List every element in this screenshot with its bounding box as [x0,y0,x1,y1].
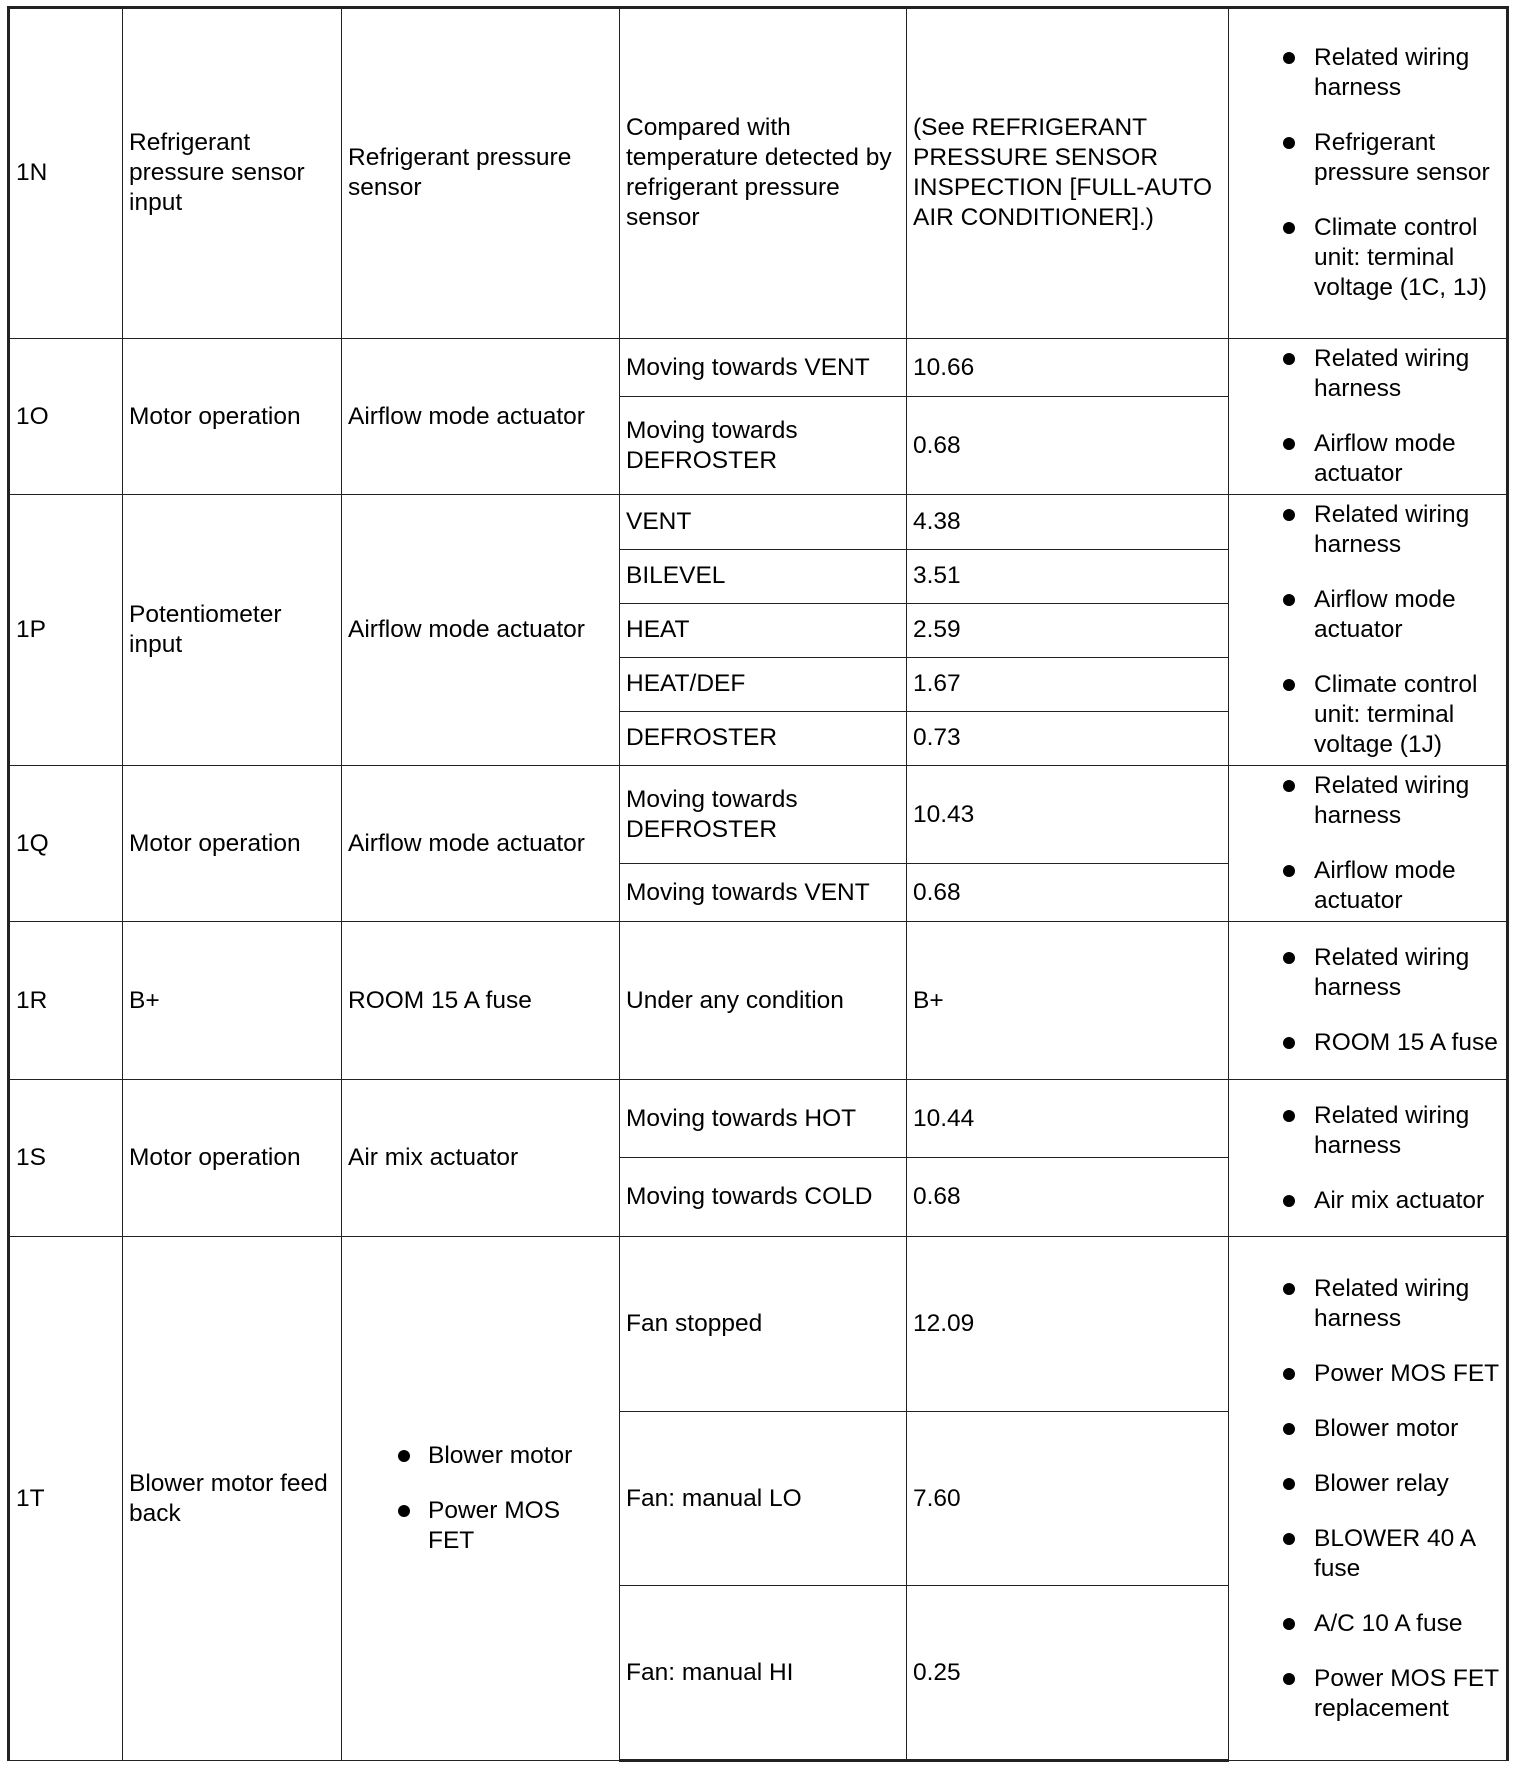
possible-cause-cell [1229,1079,1508,1236]
bullet-icon [1283,1195,1295,1207]
possible-cause-item-text: Related wiring harness [1314,501,1470,559]
possible-cause-item-text: Power MOS FET [1314,1359,1500,1387]
signal-cell: Blower motor feed back [123,1237,342,1761]
voltage-cell: 3.51 [907,549,1229,603]
terminal-cell: 1P [9,495,123,766]
bullet-icon [1283,137,1295,149]
possible-cause-item [1235,1524,1500,1584]
voltage-cell: 10.43 [907,766,1229,864]
bullet-icon [1283,1618,1295,1630]
bullet-icon [1283,865,1295,877]
condition-cell: VENT [620,495,907,549]
terminal-cell: 1S [9,1079,123,1236]
possible-cause-item [1235,1359,1500,1389]
possible-cause-item-text: Airflow mode actuator [1314,430,1456,488]
possible-cause-item [1235,1609,1500,1639]
connected-to-cell: Airflow mode actuator [342,495,620,766]
possible-cause-item-list [1235,1274,1500,1724]
possible-cause-item-text: Air mix actuator [1314,1186,1485,1214]
possible-cause-item-list [1235,500,1500,760]
possible-cause-item-text: Related wiring harness [1314,345,1470,403]
possible-cause-item-text: Climate control unit: terminal voltage (1C, 1J) [1314,214,1487,302]
voltage-cell: 0.73 [907,711,1229,765]
table-row [9,922,1508,1079]
table-row [9,8,1508,339]
possible-cause-item-text: Power MOS FET replacement [1314,1664,1499,1722]
possible-cause-item [1235,1414,1500,1444]
possible-cause-item-text: A/C 10 A fuse [1314,1609,1463,1637]
possible-cause-cell [1229,338,1508,494]
condition-cell: HEAT/DEF [620,657,907,711]
signal-cell: B+ [123,922,342,1079]
bullet-icon [1283,509,1295,521]
condition-cell: Fan stopped [620,1237,907,1411]
bullet-icon [1283,1673,1295,1685]
possible-cause-cell [1229,495,1508,766]
bullet-icon [1283,1478,1295,1490]
bullet-icon [398,1505,410,1517]
possible-cause-item-list [1235,1101,1500,1216]
voltage-cell: 0.68 [907,864,1229,922]
possible-cause-item-text: Climate control unit: terminal voltage (1J) [1314,671,1478,759]
condition-cell: DEFROSTER [620,711,907,765]
bullet-icon [1283,1283,1295,1295]
condition-cell: Moving towards VENT [620,864,907,922]
voltage-cell: 1.67 [907,657,1229,711]
voltage-cell: 10.44 [907,1079,1229,1157]
terminal-cell: 1T [9,1237,123,1761]
table-row [9,338,1508,396]
possible-cause-item [1235,1664,1500,1724]
possible-cause-item-list [1235,943,1500,1058]
possible-cause-item-text: Refrigerant pressure sensor [1314,129,1490,187]
possible-cause-item-list [1235,344,1500,489]
connected-to-cell [342,1237,620,1761]
bullet-icon [1283,438,1295,450]
voltage-cell: 0.25 [907,1586,1229,1761]
terminal-cell: 1N [9,8,123,339]
connected-to-item-text: Blower motor [428,1442,573,1470]
signal-cell: Motor operation [123,1079,342,1236]
possible-cause-item [1235,943,1500,1003]
possible-cause-cell [1229,766,1508,922]
condition-cell: HEAT [620,603,907,657]
possible-cause-cell [1229,1237,1508,1761]
possible-cause-item-text: Airflow mode actuator [1314,586,1456,644]
possible-cause-item [1235,585,1500,645]
connected-to-cell: Refrigerant pressure sensor [342,8,620,339]
possible-cause-item-text: Related wiring harness [1314,1101,1470,1159]
voltage-cell: 2.59 [907,603,1229,657]
connected-to-item [348,1441,613,1471]
possible-cause-cell [1229,8,1508,339]
possible-cause-item [1235,43,1500,103]
possible-cause-item-text: BLOWER 40 A fuse [1314,1524,1475,1582]
possible-cause-item [1235,1274,1500,1334]
voltage-cell: 10.66 [907,338,1229,396]
condition-cell: Compared with temperature detected by refrigerant pressure sensor [620,8,907,339]
table-row [9,766,1508,864]
voltage-cell: 4.38 [907,495,1229,549]
table-row [9,1079,1508,1157]
condition-cell: Fan: manual HI [620,1586,907,1761]
voltage-cell: 0.68 [907,1158,1229,1237]
possible-cause-item-text: Airflow mode actuator [1314,857,1456,915]
terminal-cell: 1R [9,922,123,1079]
possible-cause-item-text: Related wiring harness [1314,944,1470,1002]
bullet-icon [1283,1423,1295,1435]
bullet-icon [1283,353,1295,365]
condition-cell: BILEVEL [620,549,907,603]
possible-cause-item [1235,1101,1500,1161]
connected-to-item-list [348,1441,613,1556]
bullet-icon [398,1450,410,1462]
possible-cause-item [1235,429,1500,489]
terminal-cell: 1Q [9,766,123,922]
possible-cause-item-text: Blower relay [1314,1469,1449,1497]
connected-to-cell: Air mix actuator [342,1079,620,1236]
voltage-cell: B+ [907,922,1229,1079]
possible-cause-item [1235,344,1500,404]
terminal-voltage-table [7,6,1509,1762]
possible-cause-item [1235,856,1500,916]
condition-cell: Fan: manual LO [620,1411,907,1585]
possible-cause-item-list [1235,43,1500,303]
possible-cause-item-text: Related wiring harness [1314,44,1470,102]
signal-cell: Motor operation [123,766,342,922]
connected-to-cell: Airflow mode actuator [342,338,620,494]
condition-cell: Moving towards DEFROSTER [620,397,907,495]
voltage-cell: 7.60 [907,1411,1229,1585]
voltage-cell: 0.68 [907,397,1229,495]
possible-cause-item-text: Related wiring harness [1314,1274,1470,1332]
voltage-cell: (See REFRIGERANT PRESSURE SENSOR INSPECTION [FULL-AUTO AIR CONDITIONER].) [907,8,1229,339]
bullet-icon [1283,780,1295,792]
connected-to-item-text: Power MOS FET [428,1497,561,1555]
condition-cell: Moving towards COLD [620,1158,907,1237]
bullet-icon [1283,594,1295,606]
bullet-icon [1283,1533,1295,1545]
condition-cell: Moving towards DEFROSTER [620,766,907,864]
bullet-icon [1283,1368,1295,1380]
possible-cause-item-list [1235,771,1500,916]
bullet-icon [1283,1110,1295,1122]
terminal-cell: 1O [9,338,123,494]
possible-cause-cell [1229,922,1508,1079]
table-row [9,495,1508,549]
possible-cause-item-text: Blower motor [1314,1414,1459,1442]
possible-cause-item [1235,213,1500,303]
connected-to-item [348,1496,613,1556]
condition-cell: Moving towards HOT [620,1079,907,1157]
possible-cause-item [1235,670,1500,760]
signal-cell: Potentiometer input [123,495,342,766]
bullet-icon [1283,952,1295,964]
terminal-voltage-table-sheet [7,6,1506,1762]
condition-cell: Under any condition [620,922,907,1079]
possible-cause-item [1235,1028,1500,1058]
possible-cause-item [1235,771,1500,831]
possible-cause-item-text: ROOM 15 A fuse [1314,1029,1498,1057]
bullet-icon [1283,222,1295,234]
connected-to-cell: ROOM 15 A fuse [342,922,620,1079]
signal-cell: Refrigerant pressure sensor input [123,8,342,339]
possible-cause-item [1235,128,1500,188]
possible-cause-item [1235,1469,1500,1499]
possible-cause-item [1235,1186,1500,1216]
possible-cause-item [1235,500,1500,560]
signal-cell: Motor operation [123,338,342,494]
table-row [9,1237,1508,1411]
condition-cell: Moving towards VENT [620,338,907,396]
connected-to-cell: Airflow mode actuator [342,766,620,922]
bullet-icon [1283,52,1295,64]
bullet-icon [1283,679,1295,691]
possible-cause-item-text: Related wiring harness [1314,772,1470,830]
bullet-icon [1283,1037,1295,1049]
voltage-cell: 12.09 [907,1237,1229,1411]
